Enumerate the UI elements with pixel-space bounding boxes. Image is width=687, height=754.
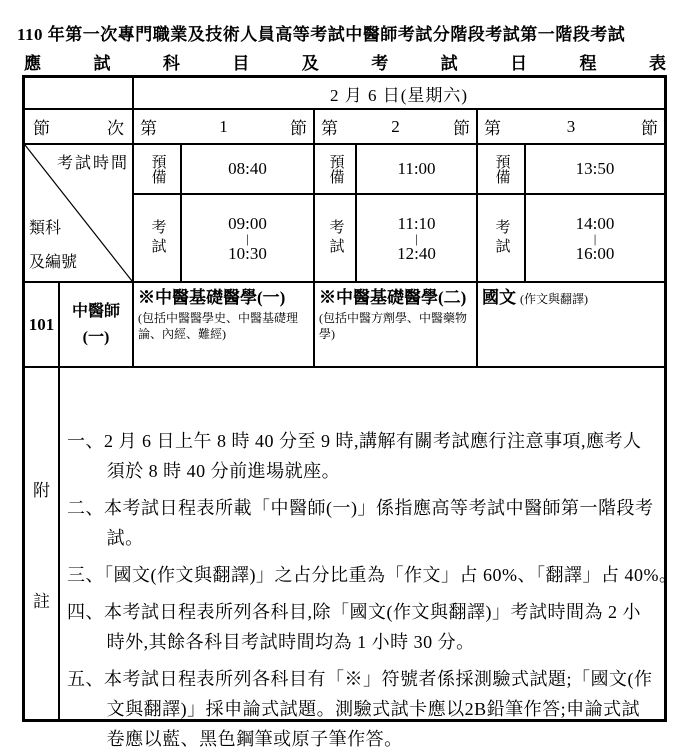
session-2-exam-label-cell (315, 195, 357, 283)
session-number-prefix: 第 (484, 119, 501, 138)
session-row-label-cell (25, 110, 134, 145)
exam-schedule-table (22, 75, 678, 749)
subject-detail: (作文與翻譯) (520, 292, 588, 306)
page-title: 110 年第一次專門職業及技術人員高等考試中醫師考試分階段考試第一階段考試 (17, 25, 626, 44)
note-line: 二、本考試日程表所載「中醫師(一)」係指應高等考試中醫師第一階段考 (67, 498, 654, 518)
prep-label: 預備 (149, 154, 166, 184)
session-1-header (134, 110, 315, 145)
exam-end-time: 16:00 (575, 243, 615, 263)
time-range-separator: | (246, 230, 249, 246)
note-item (67, 664, 659, 754)
session-2-prep-time-cell (357, 145, 478, 195)
subtitle-char: 及 (301, 54, 319, 73)
session-3-exam-time-cell (526, 195, 664, 283)
time-range-separator: | (415, 230, 418, 246)
subtitle-char: 試 (440, 54, 458, 73)
session-1-prep-time-cell (182, 145, 315, 195)
category-name-line2: (一) (82, 328, 110, 346)
exam-end-time: 12:40 (397, 243, 436, 263)
category-code-label-line2: 及編號 (29, 254, 78, 271)
prep-time: 08:40 (228, 159, 267, 178)
prep-label: 預備 (327, 154, 344, 184)
notes-label-char: 附 (33, 480, 50, 500)
subject-name: ※中醫基礎醫學(一) (138, 288, 286, 307)
subject-detail: (包括中醫醫學史、中醫基礎理論、內經、難經) (138, 311, 298, 341)
subtitle-char: 表 (648, 54, 666, 73)
subtitle-char: 日 (510, 54, 528, 73)
category-code: 101 (28, 314, 55, 334)
note-line: 五、本考試日程表所列各科目有「※」符號者係採測驗式試題;「國文(作 (67, 669, 653, 689)
subject-name: 國文 (482, 288, 516, 307)
notes-label-cell (25, 368, 60, 719)
session-1-exam-time-cell (182, 195, 315, 283)
session-number-suffix: 節 (641, 119, 658, 138)
note-line: 時外,其餘各科目考試時間均為 1 小時 30 分。 (106, 632, 475, 652)
note-line: 文與翻譯)」採申論式試題。測驗式試卡應以2B鉛筆作答;申論式試 (106, 699, 641, 719)
subtitle-char: 程 (579, 54, 597, 73)
session-1-exam-label-cell (134, 195, 182, 283)
note-line: 試。 (106, 528, 144, 548)
session-2-header (315, 110, 478, 145)
session-number-suffix: 節 (290, 119, 307, 138)
session-number: 2 (391, 116, 400, 136)
exam-start-time: 09:00 (228, 213, 267, 233)
category-code-label-line1: 類科 (29, 220, 62, 237)
notes-body-cell (60, 368, 678, 749)
notes-label-char: 註 (33, 591, 50, 611)
session-number: 3 (566, 116, 576, 136)
session-2-subject-cell (315, 283, 478, 368)
diagonal-header-cell (25, 145, 134, 283)
note-line: 卷應以藍、黑色鋼筆或原子筆作答。 (106, 729, 403, 749)
note-line: 三、「國文(作文與翻譯)」之占分比重為「作文」占 60%、「翻譯」占 40%。 (67, 565, 678, 585)
note-item (67, 493, 659, 553)
session-2-exam-time-cell (357, 195, 478, 283)
date-header-cell (134, 78, 664, 110)
subtitle-char: 科 (162, 54, 180, 73)
note-line: 須於 8 時 40 分前進場就座。 (106, 461, 341, 481)
exam-end-time: 10:30 (228, 243, 267, 263)
exam-label: 考試 (149, 219, 166, 257)
exam-label: 考試 (327, 219, 344, 257)
exam-start-time: 14:00 (575, 213, 615, 233)
exam-label: 考試 (493, 219, 510, 257)
session-1-prep-label-cell (134, 145, 182, 195)
session-row-label-right: 次 (107, 119, 124, 138)
subtitle-char: 考 (371, 54, 389, 73)
subtitle-char: 目 (232, 54, 250, 73)
session-3-prep-time-cell (526, 145, 664, 195)
subject-name: ※中醫基礎醫學(二) (319, 288, 467, 307)
prep-label: 預備 (493, 154, 510, 184)
note-line: 四、本考試日程表所列各科目,除「國文(作文與翻譯)」考試時間為 2 小 (67, 602, 641, 622)
date-header: 2 月 6 日(星期六) (329, 85, 469, 105)
session-number-prefix: 第 (140, 119, 157, 138)
session-number-prefix: 第 (321, 119, 338, 138)
subject-detail: (包括中醫方劑學、中醫藥物學) (319, 311, 467, 341)
exam-time-label: 考試時間 (56, 155, 129, 172)
subtitle-char: 應 (24, 54, 41, 73)
session-3-exam-label-cell (478, 195, 526, 283)
session-2-prep-label-cell (315, 145, 357, 195)
blank-corner-cell (25, 78, 134, 110)
prep-time: 13:50 (575, 159, 615, 178)
session-number-suffix: 節 (453, 119, 470, 138)
note-item (67, 597, 659, 657)
page-subtitle (24, 49, 666, 74)
category-name-cell (60, 283, 134, 368)
note-item (67, 560, 678, 590)
session-row-label-left: 節 (33, 119, 50, 138)
session-3-subject-cell (478, 283, 664, 368)
category-name-line1: 中醫師 (71, 302, 120, 320)
note-line: 一、2 月 6 日上午 8 時 40 分至 9 時,講解有關考試應行注意事項,應考人 (67, 431, 642, 451)
session-3-header (478, 110, 664, 145)
session-1-subject-cell (134, 283, 315, 368)
prep-time: 11:00 (397, 159, 436, 178)
session-3-prep-label-cell (478, 145, 526, 195)
exam-start-time: 11:10 (397, 213, 436, 233)
subtitle-char: 試 (93, 54, 111, 73)
category-code-cell (25, 283, 60, 368)
note-item (67, 426, 659, 486)
session-number: 1 (219, 116, 228, 136)
time-range-separator: | (593, 230, 597, 246)
